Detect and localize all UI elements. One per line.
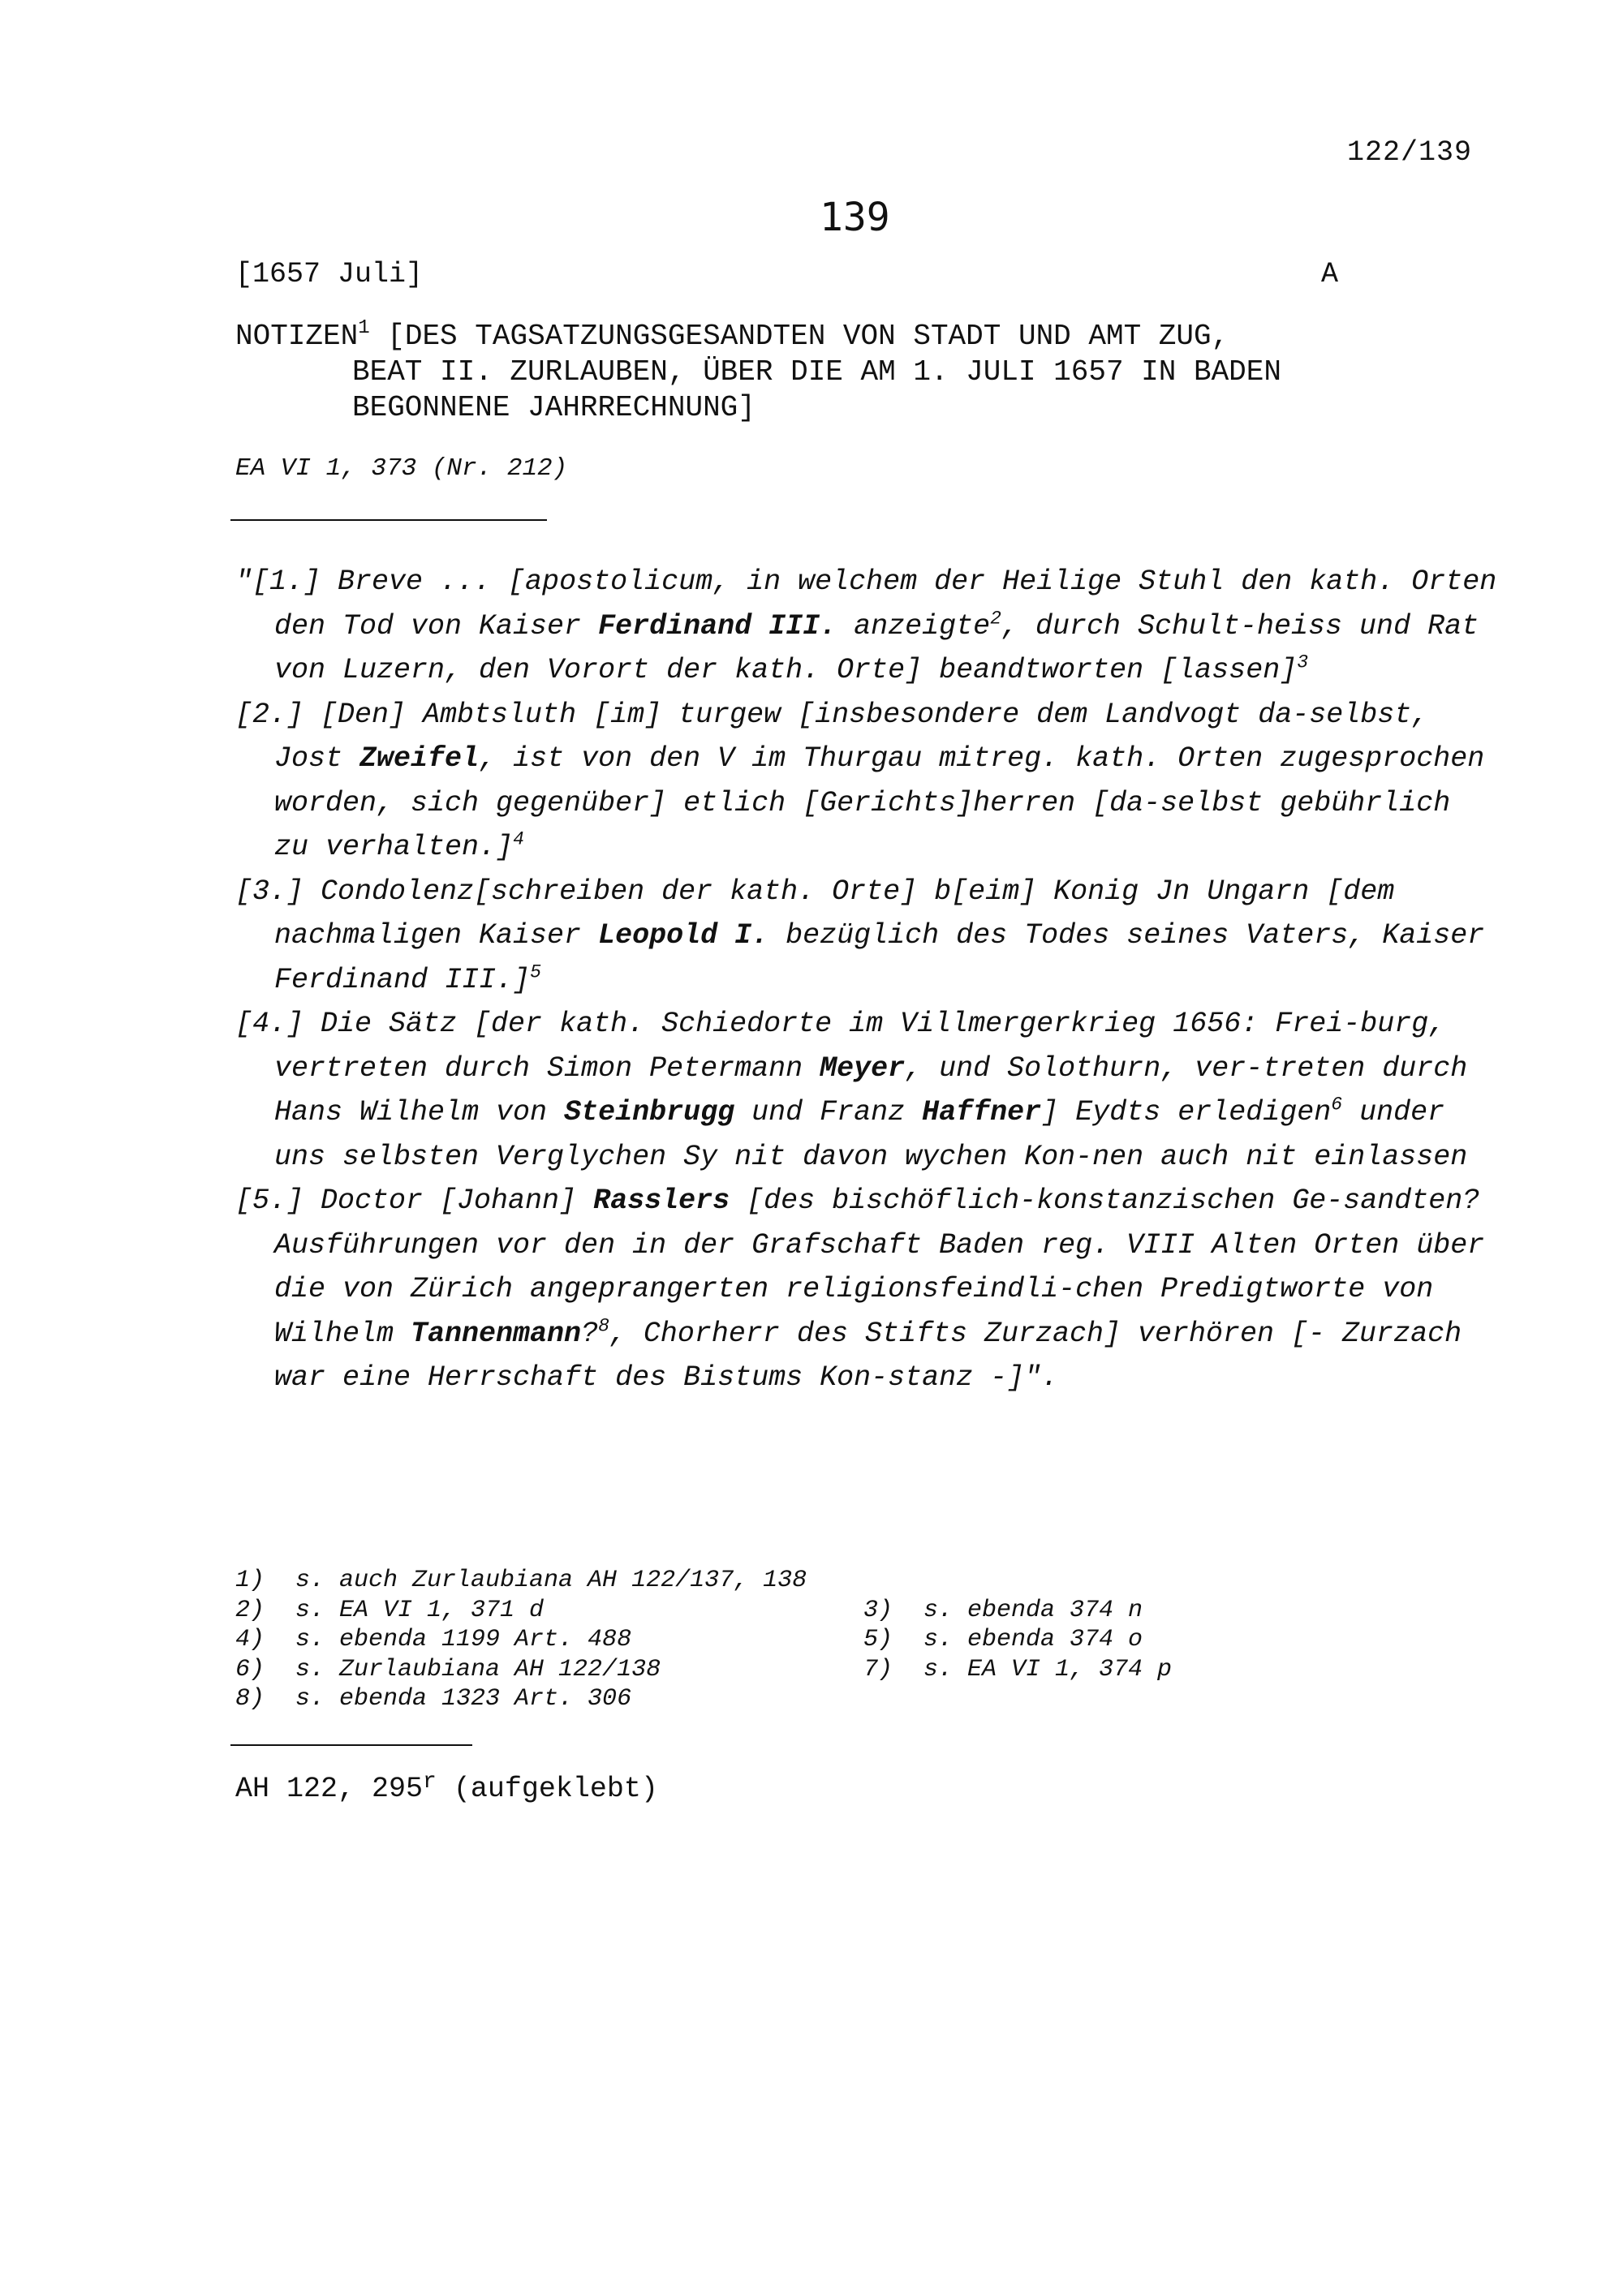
recto-marker: r — [423, 1769, 437, 1795]
entry-3: [3.] Condolenz[schreiben der kath. Orte] b[eim] Konig Jn Ungarn [dem nachmaligen Kaiser Leopold I. bezüglich des Todes seines Vaters, Kaiser Ferdinand III.]$^5$ — [235, 875, 1485, 996]
person-name: Rasslers — [593, 1185, 730, 1217]
title-line3: BEGONNENE JAHRRECHNUNG] — [352, 391, 756, 424]
document-date: [1657 Juli] — [235, 258, 424, 290]
document-number: 139 — [820, 195, 890, 240]
entry-4: [4.] Die Sätz [der kath. Schiedorte im Villmergerkrieg 1656: Frei-burg, vertreten durch Simon Petermann Meyer, und Solothurn, ver-treten durch Hans Wilhelm von Steinbrugg und Franz Haffner] Eydts erledigen$^6$ under uns selbsten Verglychen Sy nit davon wychen Kon-nen auch nit einlassen — [235, 1008, 1468, 1173]
variant-marker: A — [1321, 258, 1339, 290]
footnote: 4) s. ebenda 1199 Art. 488 — [235, 1626, 632, 1653]
source-citation: EA VI 1, 373 (Nr. 212) — [235, 454, 568, 483]
footnote-ref: 8 — [598, 1314, 609, 1336]
footnote: 3) s. ebenda 374 n — [863, 1596, 1143, 1624]
document-title — [235, 319, 1281, 426]
title-prefix: NOTIZEN — [235, 320, 359, 353]
person-name: Haffner — [922, 1096, 1042, 1129]
entry-5: [5.] Doctor [Johann] Rasslers [des bischöflich-konstanzischen Ge-sandten? Ausführungen vor den in der Grafschaft Baden reg. VIII Alten Orten über die von Zürich angeprangerten religionsfeindli-chen Predigtworte von Wilhelm Tannenmann?$^8$, Chorherr des Stifts Zurzach] verhören [- Zurzach war eine Herrschaft des Bistums Kon-stanz -]". — [235, 1185, 1485, 1394]
title-note-ref: 1 — [358, 317, 370, 339]
entry-2: [2.] [Den] Ambtsluth [im] turgew [insbesondere dem Landvogt da-selbst, Jost Zweifel, ist von den V im Thurgau mitreg. kath. Orten zugesprochen worden, sich gegenüber] etlich [Gerichts]herren [da-selbst gebührlich zu verhalten.]$^4$ — [235, 698, 1485, 863]
person-name: Ferdinand III. — [598, 609, 837, 643]
footnote: 8) s. ebenda 1323 Art. 306 — [235, 1685, 632, 1713]
footnote: 2) s. EA VI 1, 371 d — [235, 1596, 545, 1624]
footnote-ref: 3 — [1297, 651, 1309, 673]
person-name: Zweifel — [359, 742, 480, 775]
person-name: Leopold I. — [598, 919, 769, 952]
title-line1-rest: [DES TAGSATZUNGSGESANDTEN VON STADT UND AMT ZUG, — [369, 320, 1229, 353]
footnote-ref: 6 — [1331, 1094, 1343, 1116]
footnote-ref: 5 — [530, 961, 541, 982]
footnote-ref: 4 — [513, 828, 524, 850]
divider-rule — [230, 519, 547, 521]
footnote: 5) s. ebenda 374 o — [863, 1626, 1143, 1653]
footnote: 1) s. auch Zurlaubiana AH 122/137, 138 — [235, 1567, 807, 1594]
footnote: 6) s. Zurlaubiana AH 122/138 — [235, 1655, 661, 1683]
person-name: Tannenmann — [411, 1317, 582, 1350]
page-reference: 122/139 — [1347, 136, 1473, 169]
footnote-divider — [230, 1744, 472, 1746]
footnotes — [235, 1566, 1492, 1714]
footnote-ref: 2 — [990, 607, 1001, 629]
person-name: Meyer — [820, 1051, 906, 1085]
footnote: 7) s. EA VI 1, 374 p — [863, 1655, 1173, 1683]
title-line2: BEAT II. ZURLAUBEN, ÜBER DIE AM 1. JULI 1657 IN BADEN — [352, 355, 1281, 389]
entry-1: "[1.] Breve ... [apostolicum, in welchem der Heilige Stuhl den kath. Orten den Tod von Kaiser Ferdinand III. anzeigte$^2$, durch Schult-heiss und Rat von Luzern, den Vorort der kath. Orte] beandtworten [lassen]$^3$ — [235, 565, 1497, 686]
archive-reference: AH 122, 295$^r$ (aufgeklebt) — [235, 1769, 658, 1805]
notes-body — [235, 560, 1501, 1400]
person-name: Steinbrugg — [564, 1096, 735, 1129]
